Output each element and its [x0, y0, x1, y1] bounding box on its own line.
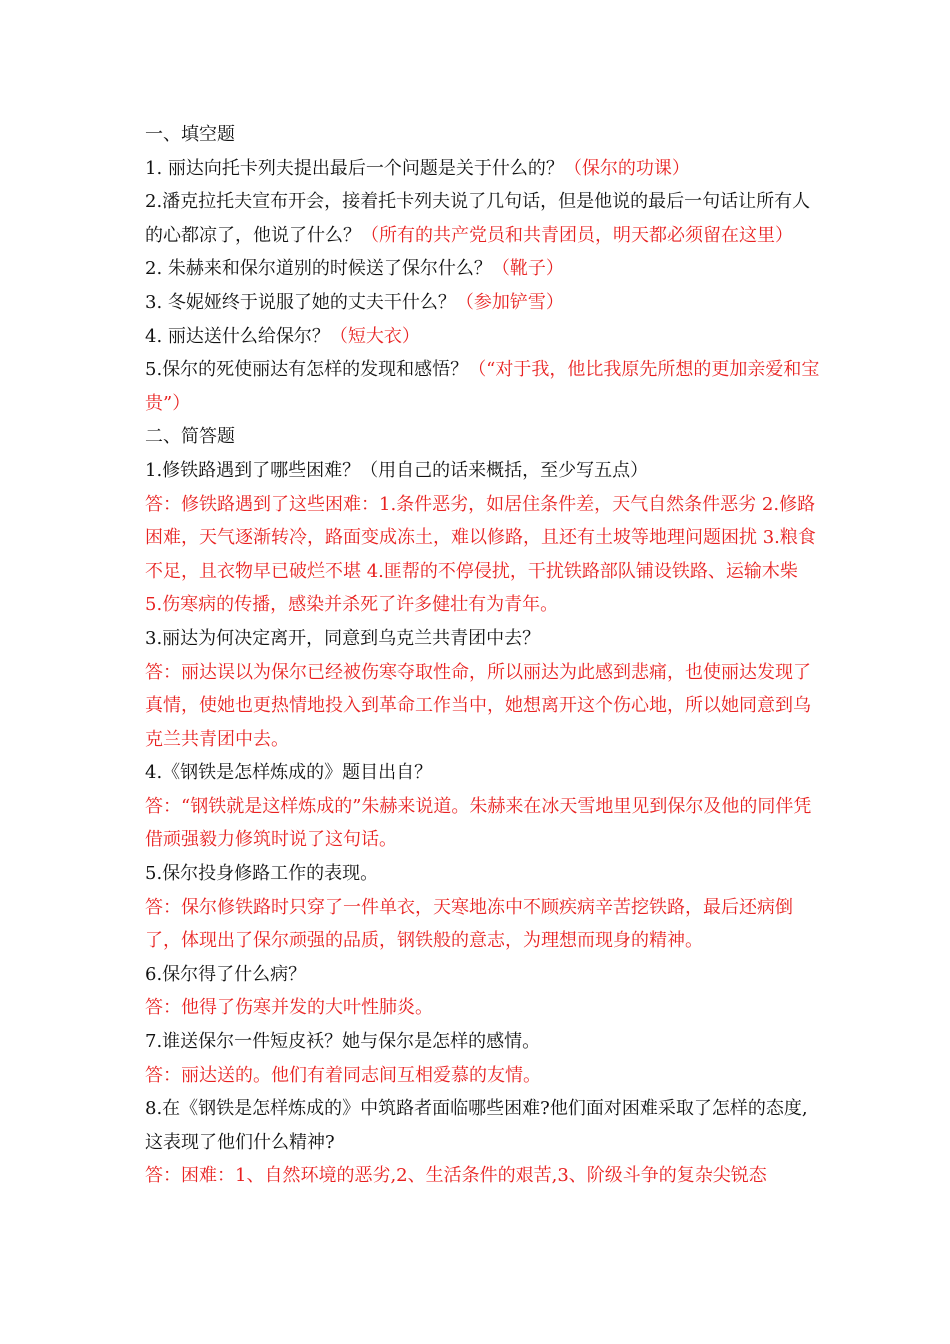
answer-text: （短大衣） — [329, 325, 420, 347]
question-text: 3.丽达为何决定离开，同意到乌克兰共青团中去？ — [145, 627, 541, 649]
question-text: 3. 冬妮娅终于说服了她的丈夫干什么？ — [145, 291, 456, 313]
answer-text: 答：修铁路遇到了这些困难：1.条件恶劣，如居住条件差，天气自然条件恶劣 2.修路困难，天气逐渐转冷，路面变成冻土，难以修路，且还有土坡等地理问题困扰 3.粮食不足，且衣物早已破烂不堪 4.匪帮的不停侵扰，干扰铁路部队铺设铁路、运输木柴 5.伤寒病的传播，感染并杀死了许多健壮有为青年。 — [145, 493, 816, 616]
answer-text: 答：困难：1、自然环境的恶劣,2、生活条件的艰苦,3、阶级斗争的复杂尖锐态 — [145, 1165, 767, 1187]
answer-text: （靴子） — [491, 258, 564, 280]
question-text: 5.保尔投身修路工作的表现。 — [145, 863, 379, 885]
answer-text: 答：“钢铁就是这样炼成的”朱赫来说道。朱赫来在冰天雪地里见到保尔及他的同伴凭借顽强毅力修筑时说了这句话。 — [145, 795, 812, 851]
section-heading-short-answer: 二、简答题 — [145, 426, 235, 448]
question-text: 4.《钢铁是怎样炼成的》题目出自？ — [145, 762, 433, 784]
answer-text: （所有的共产党员和共青团员，明天都必须留在这里） — [361, 224, 793, 246]
question-text: 8.在《钢铁是怎样炼成的》中筑路者面临哪些困难?他们面对困难采取了怎样的态度,这表现了他们什么精神? — [145, 1098, 808, 1153]
answer-text: 答：保尔修铁路时只穿了一件单衣，天寒地冻中不顾疾病辛苦挖铁路，最后还病倒了，体现出了保尔顽强的品质，钢铁般的意志，为理想而现身的精神。 — [145, 896, 793, 952]
question-text: 1.修铁路遇到了哪些困难？（用自己的话来概括，至少写五点） — [145, 459, 649, 481]
section-heading-fill-blank: 一、填空题 — [145, 124, 235, 145]
question-item — [145, 353, 820, 420]
question-text: 1. 丽达向托卡列夫提出最后一个问题是关于什么的？ — [145, 157, 564, 179]
question-item — [145, 252, 820, 286]
question-text: 5.保尔的死使丽达有怎样的发现和感悟？ — [145, 359, 469, 381]
question-text: 6.保尔得了什么病？ — [145, 963, 307, 985]
question-text: 7.谁送保尔一件短皮袄？她与保尔是怎样的感情。 — [145, 1031, 541, 1053]
question-text: 2. 朱赫来和保尔道别的时候送了保尔什么？ — [145, 258, 492, 280]
answer-text: 答：他得了伤寒并发的大叶性肺炎。 — [145, 997, 433, 1019]
answer-text: 答：丽达误以为保尔已经被伤寒夺取性命，所以丽达为此感到悲痛，也使丽达发现了真情，使她也更热情地投入到革命工作当中，她想离开这个伤心地，所以她同意到乌克兰共青团中去。 — [145, 661, 811, 750]
question-text: 4. 丽达送什么给保尔？ — [145, 325, 330, 347]
question-item — [145, 320, 820, 354]
answer-text: 答：丽达送的。他们有着同志间互相爱慕的友情。 — [145, 1064, 541, 1086]
answer-text: （保尔的功课） — [563, 157, 690, 179]
question-item — [145, 185, 820, 252]
answer-text: （参加铲雪） — [455, 291, 564, 313]
question-item — [145, 152, 820, 186]
question-text: 2.潘克拉托夫宣布开会，接着托卡列夫说了几句话，但是他说的最后一句话让所有人的心都凉了，他说了什么？ — [145, 191, 811, 246]
question-item — [145, 286, 820, 320]
answer-text: （“对于我，他比我原先所想的更加亲爱和宝贵”） — [145, 359, 820, 414]
